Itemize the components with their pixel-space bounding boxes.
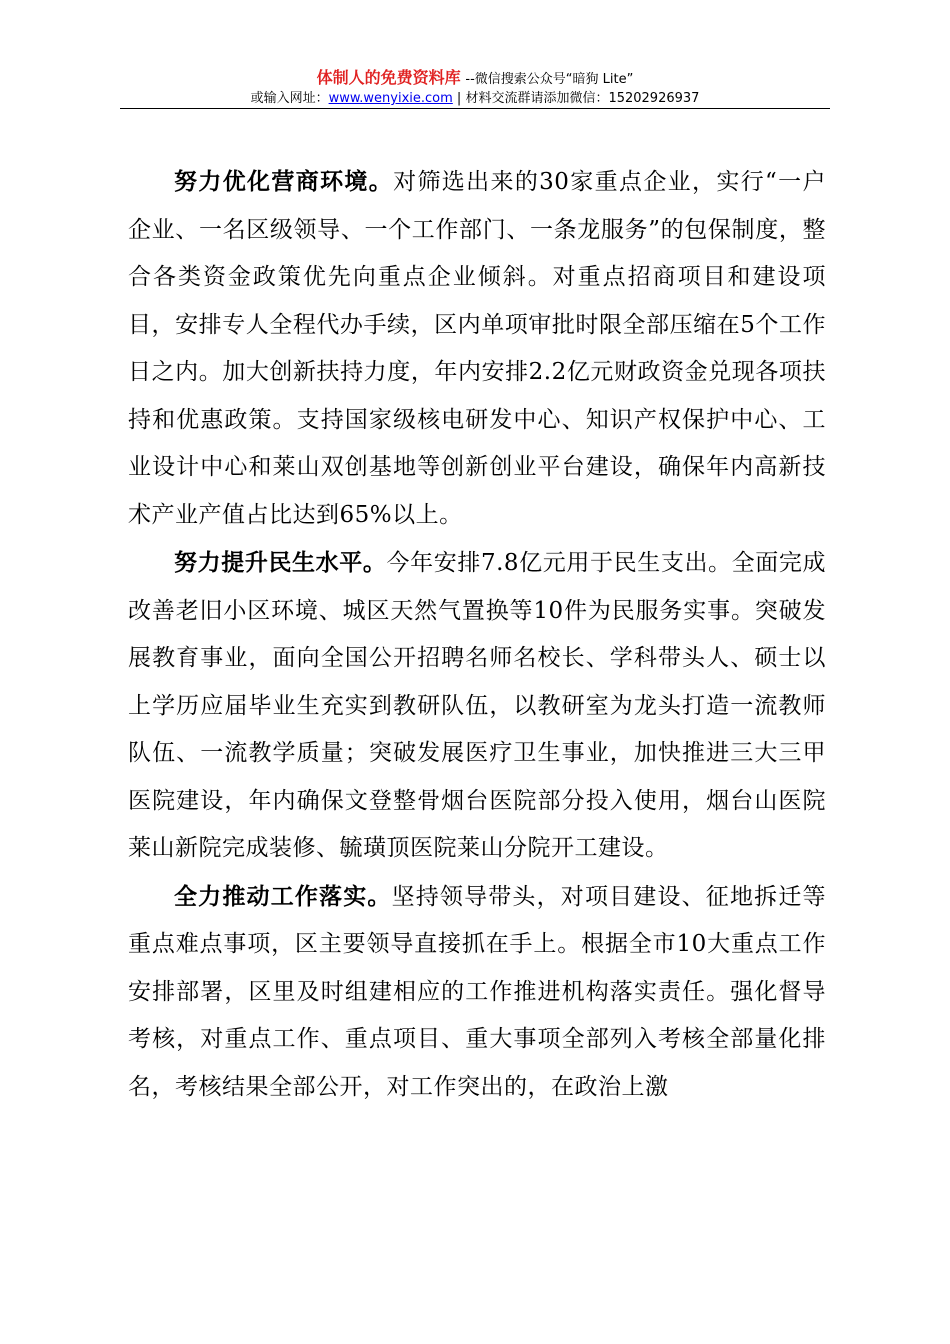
- paragraph-text: 对筛选出来的30家重点企业，实行“一户企业、一名区级领导、一个工作部门、一条龙服务”的包保制度，整合各类资金政策优先向重点企业倾斜。对重点招商项目和建设项目，安排专人全程代办手续，区内单项审批时限全部压缩在5个工作日之内。加大创新扶持力度，年内安排2.2亿元财政资金兑现各项扶持和优惠政策。支持国家级核电研发中心、知识产权保护中心、工业设计中心和莱山双创基地等创新创业平台建设，确保年内高新技术产业产值占比达到65%以上。: [128, 169, 826, 528]
- paragraph-lead: 努力优化营商环境。: [174, 168, 394, 195]
- header-title-line: [120, 68, 830, 90]
- paragraph-business-environment: [128, 158, 826, 539]
- header-subtitle: --微信搜索公众号“暗狗 Lite”: [465, 72, 634, 87]
- header-site-prefix: 或输入网址：: [250, 91, 329, 106]
- header-brand: 体制人的免费资料库: [316, 68, 461, 87]
- paragraph-lead: 努力提升民生水平。: [174, 549, 387, 576]
- header-divider: [120, 108, 830, 109]
- header-site-link[interactable]: www.wenyixie.com: [328, 91, 453, 106]
- paragraph-lead: 全力推动工作落实。: [174, 882, 392, 910]
- page-header: [120, 68, 830, 108]
- paragraph-implementation: [128, 873, 826, 1112]
- document-body: [128, 158, 826, 1111]
- header-contact-line: [120, 90, 830, 108]
- paragraph-text: 今年安排7.8亿元用于民生支出。全面完成改善老旧小区环境、城区天然气置换等10件为民服务实事。突破发展教育事业，面向全国公开招聘名师名校长、学科带头人、硕士以上学历应届毕业生充实到教研队伍，以教研室为龙头打造一流教师队伍、一流教学质量；突破发展医疗卫生事业，加快推进三大三甲医院建设，年内确保文登整骨烟台医院部分投入使用，烟台山医院莱山新院完成装修、毓璜顶医院莱山分院开工建设。: [128, 550, 827, 861]
- paragraph-livelihood: [128, 539, 826, 873]
- paragraph-text: 坚持领导带头，对项目建设、征地拆迁等重点难点事项，区主要领导直接抓在手上。根据全市10大重点工作安排部署，区里及时组建相应的工作推进机构落实责任。强化督导考核，对重点工作、重点项目、重大事项全部列入考核全部量化排名，考核结果全部公开，对工作突出的，在政治上激: [128, 883, 827, 1100]
- header-contact: | 材料交流群请添加微信：15202926937: [452, 91, 700, 106]
